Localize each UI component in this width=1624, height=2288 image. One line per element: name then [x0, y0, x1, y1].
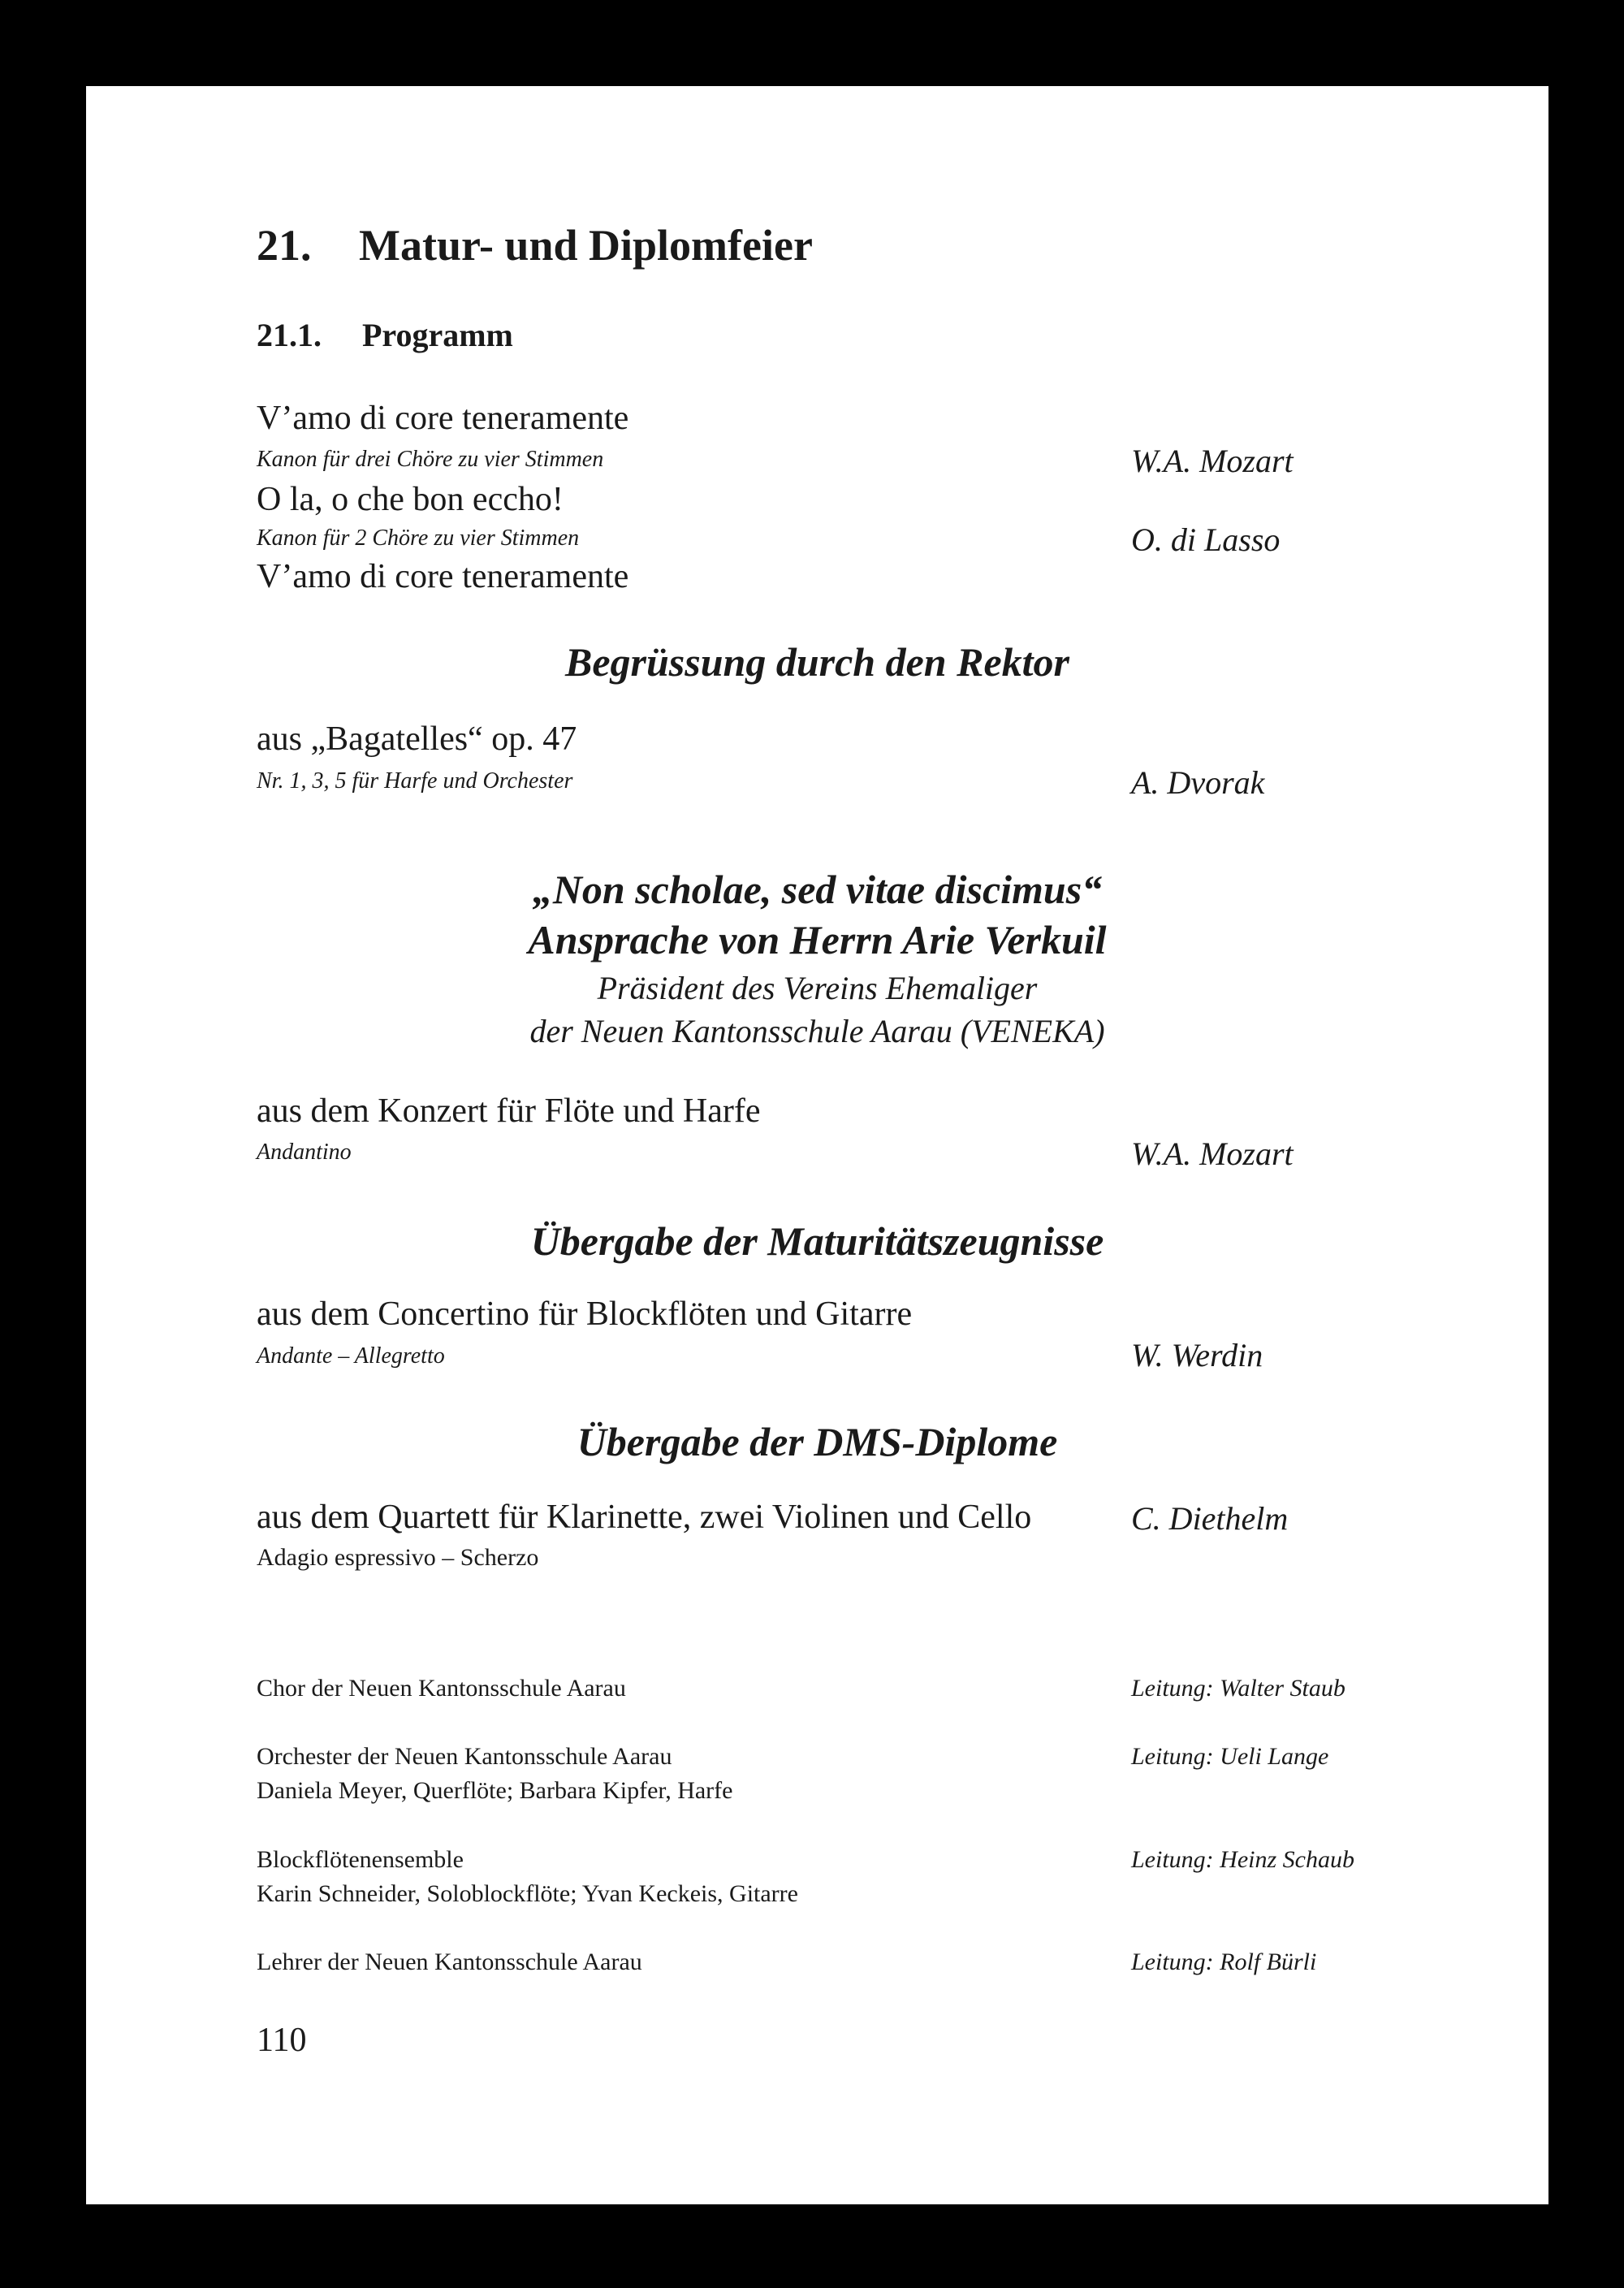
subsection-number: 21.1.	[257, 317, 322, 353]
ensemble-members: Daniela Meyer, Querflöte; Barbara Kipfer, Harfe	[257, 1777, 733, 1804]
speech-speaker: Ansprache von Herrn Arie Verkuil	[528, 917, 1107, 962]
piece-description: Kanon für drei Chöre zu vier Stimmen	[257, 447, 604, 472]
composer: C. Diethelm	[1131, 1500, 1289, 1537]
composer: A. Dvorak	[1131, 764, 1265, 801]
piece-description: Nr. 1, 3, 5 für Harfe und Orchester	[257, 768, 573, 794]
ensemble-name: Chor der Neuen Kantonsschule Aarau	[257, 1675, 626, 1702]
speech-motto: „Non scholae, sed vitae discimus“	[532, 867, 1103, 912]
section-title: Matur- und Diplomfeier	[359, 221, 813, 270]
program-heading: Übergabe der Maturitätszeugnisse	[530, 1218, 1104, 1264]
program-heading: Übergabe der DMS-Diplome	[577, 1419, 1058, 1464]
speaker-role: Präsident des Vereins Ehemaliger	[597, 970, 1038, 1006]
piece-title: aus dem Quartett für Klarinette, zwei Violinen und Cello	[257, 1499, 1032, 1536]
piece-title: aus „Bagatelles“ op. 47	[257, 720, 577, 758]
ensemble-leader: Leitung: Walter Staub	[1131, 1675, 1345, 1702]
piece-description: Andantino	[257, 1140, 352, 1165]
ensemble-name: Lehrer der Neuen Kantonsschule Aarau	[257, 1948, 642, 1975]
ensemble-leader: Leitung: Heinz Schaub	[1131, 1846, 1354, 1873]
composer: W.A. Mozart	[1131, 1135, 1294, 1172]
section-number: 21.	[257, 221, 312, 270]
piece-title: V’amo di core teneramente	[257, 400, 629, 437]
page-number: 110	[257, 2022, 307, 2059]
ensemble-leader: Leitung: Ueli Lange	[1131, 1743, 1329, 1770]
composer: W. Werdin	[1131, 1337, 1263, 1373]
ensemble-leader: Leitung: Rolf Bürli	[1131, 1948, 1317, 1975]
ensemble-name: Orchester der Neuen Kantonsschule Aarau	[257, 1743, 672, 1770]
piece-title: V’amo di core teneramente	[257, 558, 629, 595]
piece-description: Kanon für 2 Chöre zu vier Stimmen	[257, 526, 580, 551]
piece-description: Andante – Allegretto	[257, 1343, 445, 1369]
piece-title: O la, o che bon eccho!	[257, 481, 564, 518]
document-page	[86, 86, 1548, 2204]
composer: W.A. Mozart	[1131, 443, 1294, 479]
piece-description: Adagio espressivo – Scherzo	[257, 1544, 539, 1571]
program-heading: Begrüssung durch den Rektor	[565, 639, 1069, 685]
ensemble-members: Karin Schneider, Soloblockflöte; Yvan Keckeis, Gitarre	[257, 1880, 798, 1907]
piece-title: aus dem Concertino für Blockflöten und Gitarre	[257, 1295, 913, 1333]
piece-title: aus dem Konzert für Flöte und Harfe	[257, 1092, 761, 1130]
speaker-role: der Neuen Kantonsschule Aarau (VENEKA)	[529, 1013, 1105, 1049]
subsection-title: Programm	[362, 317, 513, 353]
composer: O. di Lasso	[1131, 521, 1281, 558]
ensemble-name: Blockflötenensemble	[257, 1846, 464, 1873]
